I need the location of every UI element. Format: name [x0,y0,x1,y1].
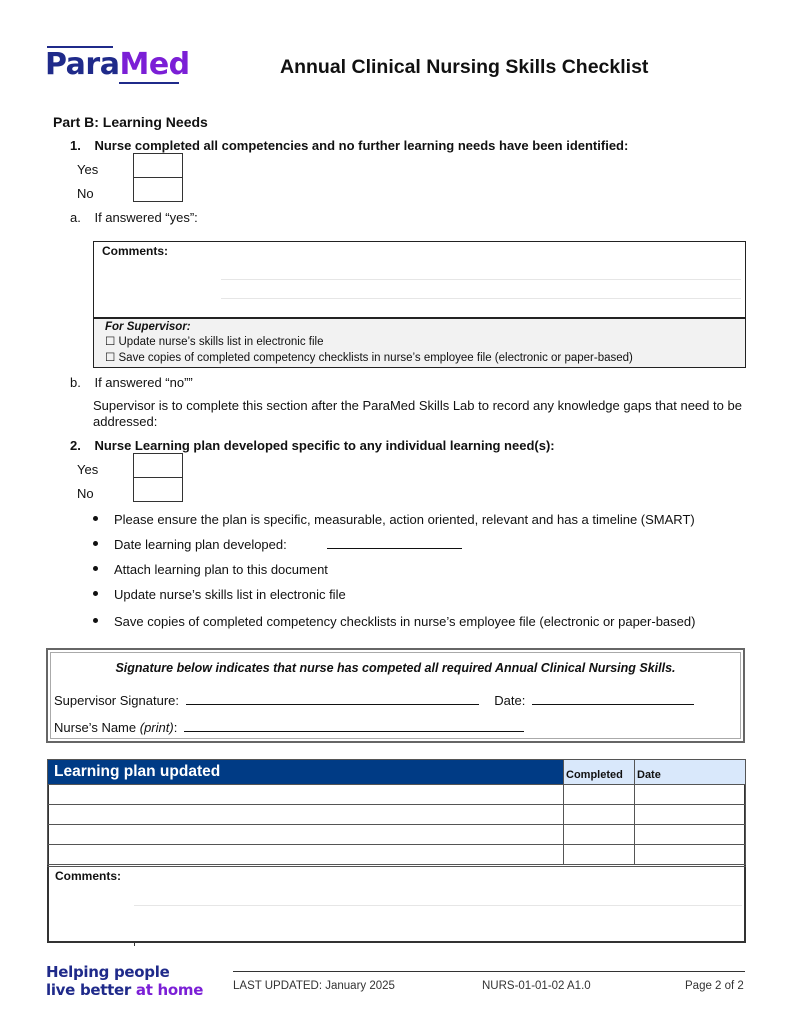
nurse-name-field[interactable] [184,720,524,732]
comment-line[interactable] [221,298,741,299]
completed-cell[interactable] [564,785,635,805]
page-number: Page 2 of 2 [685,980,744,992]
q1-yes-checkbox[interactable] [133,153,183,178]
comments-box-yes [93,241,746,368]
bullet-item [93,587,346,602]
sub-a-text: If answered “yes”: [94,210,198,225]
supervisor-signature-row [54,693,694,708]
bullet-icon [93,591,98,596]
column-completed: Completed [564,760,635,785]
sub-b-marker: b. [70,375,81,390]
q1-no-checkbox[interactable] [133,177,183,202]
table-row [48,785,746,805]
date-cell[interactable] [635,825,746,845]
q2-yes-label: Yes [77,462,99,477]
supervisor-item-update-skills[interactable]: ☐ Update nurse’s skills list in electronic file [105,336,324,348]
logo-para: Para [45,47,120,82]
document-title: Annual Clinical Nursing Skills Checklist [280,56,649,78]
section-title: Part B: Learning Needs [53,114,208,130]
last-updated: LAST UPDATED: January 2025 [233,980,395,992]
q1-sub-a [70,210,198,225]
bullet-item [93,512,695,527]
q1-no-label: No [77,186,94,201]
bullet-text: Please ensure the plan is specific, measurable, action oriented, relevant and has a timeline (SMART) [114,512,695,527]
signature-box [46,648,745,743]
plan-item-cell[interactable] [48,805,564,825]
supervisor-signature-field[interactable] [186,693,479,705]
nurse-name-print-hint: (print) [139,720,174,735]
tagline-line-1: Helping people [46,963,170,981]
bullet-text: Update nurse’s skills list in electronic file [114,587,346,602]
logo-wordmark [45,48,190,82]
supervisor-heading: For Supervisor: [105,321,191,333]
supervisor-box [94,317,745,367]
plan-item-cell[interactable] [48,845,564,865]
learning-plan-table [47,759,746,865]
table-row [48,805,746,825]
q1-yes-label: Yes [77,162,99,177]
q1-sub-b [70,375,193,390]
signature-note: Signature below indicates that nurse has competed all required Annual Clinical Nursing Skills. [115,661,676,675]
date-cell[interactable] [635,805,746,825]
date-cell[interactable] [635,785,746,805]
question-2-text: Nurse Learning plan developed specific to any individual learning need(s): [94,438,555,453]
completed-cell[interactable] [564,825,635,845]
table-header-row [48,760,746,785]
question-2-number: 2. [70,438,81,453]
date-cell[interactable] [635,845,746,865]
question-2 [70,438,555,453]
learning-plan-title: Learning plan updated [48,760,564,785]
logo-med: Med [119,47,190,82]
nurse-name-colon: : [173,720,178,735]
bullet-text: Attach learning plan to this document [114,562,328,577]
bullet-text: Date learning plan developed: [114,537,287,552]
completed-cell[interactable] [564,845,635,865]
question-1 [70,138,628,153]
comment-line[interactable] [221,279,741,280]
table-row [48,825,746,845]
comment-line[interactable] [134,905,742,906]
tagline-text: live better [46,981,136,999]
bullet-icon [93,566,98,571]
footer-tagline [46,963,203,999]
table-row [48,845,746,865]
supervisor-instruction: Supervisor is to complete this section after the ParaMed Skills Lab to record any knowledge gaps that need to be addressed: [93,398,742,429]
completed-cell[interactable] [564,805,635,825]
logo-bar-bottom [119,82,179,84]
q2-yes-checkbox[interactable] [133,453,183,478]
question-1-text: Nurse completed all competencies and no further learning needs have been identified: [94,138,629,153]
supervisor-item-save-copies[interactable]: ☐ Save copies of completed competency checklists in nurse’s employee file (electronic or paper-based) [105,352,633,364]
plan-item-cell[interactable] [48,825,564,845]
bullet-item [93,562,328,577]
comment-tick [134,942,135,946]
bullet-icon [93,541,98,546]
bullet-icon [93,516,98,521]
date-label: Date: [494,693,526,708]
signature-date-field[interactable] [532,693,694,705]
tagline-accent: at home [135,981,204,999]
column-date: Date [635,760,746,785]
sub-a-marker: a. [70,210,81,225]
plan-item-cell[interactable] [48,785,564,805]
q2-no-label: No [77,486,94,501]
q2-no-checkbox[interactable] [133,477,183,502]
document-code: NURS-01-01-02 A1.0 [482,980,591,992]
sub-b-text: If answered “no”” [94,375,193,390]
nurse-name-label: Nurse’s Name [54,720,140,735]
bullet-text: Save copies of completed competency checklists in nurse’s employee file (electronic or paper-based) [114,614,696,629]
tagline-line-2 [46,981,203,999]
comments-label: Comments: [102,244,169,258]
footer-divider [233,971,745,972]
bullet-icon [93,618,98,623]
nurse-name-row [54,720,524,735]
learning-plan-comments [47,866,746,943]
question-1-number: 1. [70,138,81,153]
paramed-logo [45,44,190,86]
bullet-item [93,614,695,629]
supervisor-signature-label: Supervisor Signature: [54,693,180,708]
comments-label: Comments: [55,869,122,883]
bullet-item [93,537,462,552]
date-developed-field[interactable] [327,537,462,549]
